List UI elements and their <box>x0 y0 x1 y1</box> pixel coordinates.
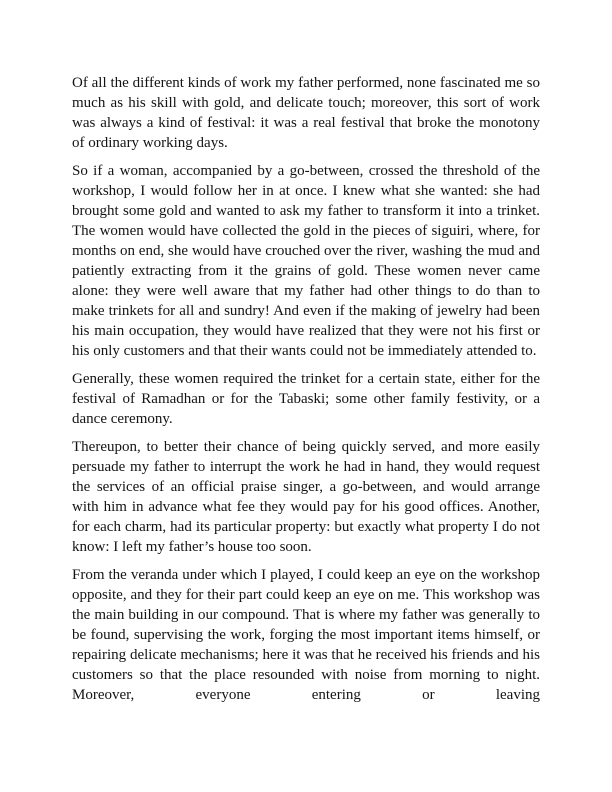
paragraph-1: Of all the different kinds of work my father performed, none fascinated me so much as his skill with gold, and delicate touch; moreover, this sort of work was always a kind of festival: it was a real festival that broke the monotony of ordinary working days. <box>72 75 540 151</box>
paragraph-2: So if a woman, accompanied by a go-between, crossed the threshold of the workshop, I would follow her in at once. I knew what she wanted: she had brought some gold and wanted to ask my father to transform it into a trinket. The women would have collected the gold in the pieces of siguiri, where, for months on end, she would have crouched over the river, washing the mud and patiently extracting from it the grains of gold. These women never came alone: they were well aware that my father had other things to do than to make trinkets for all and sundry! And even if the making of jewelry had been his main occupation, they would have realized that they were not his first or his only customers and that their wants could not be immediately attended to. <box>72 163 540 359</box>
document-page <box>72 73 540 713</box>
paragraph-5: From the veranda under which I played, I could keep an eye on the workshop opposite, and they for their part could keep an eye on me. This workshop was the main building in our compound. That is where my father was generally to be found, supervising the work, forging the most important items himself, or repairing delicate mechanisms; here it was that he received his friends and his customers so that the place resounded with noise from morning to night. Moreover, everyone entering or leaving <box>72 567 540 703</box>
paragraph-4: Thereupon, to better their chance of being quickly served, and more easily persuade my father to interrupt the work he had in hand, they would request the services of an official praise singer, a go-between, and would arrange with him in advance what fee they would pay for his good offices. Another, for each charm, had its particular property: but exactly what property I do not know: I left my father’s house too soon. <box>72 439 540 555</box>
paragraph-3: Generally, these women required the trinket for a certain state, either for the festival of Ramadhan or for the Tabaski; some other family festivity, or a dance ceremony. <box>72 371 540 427</box>
